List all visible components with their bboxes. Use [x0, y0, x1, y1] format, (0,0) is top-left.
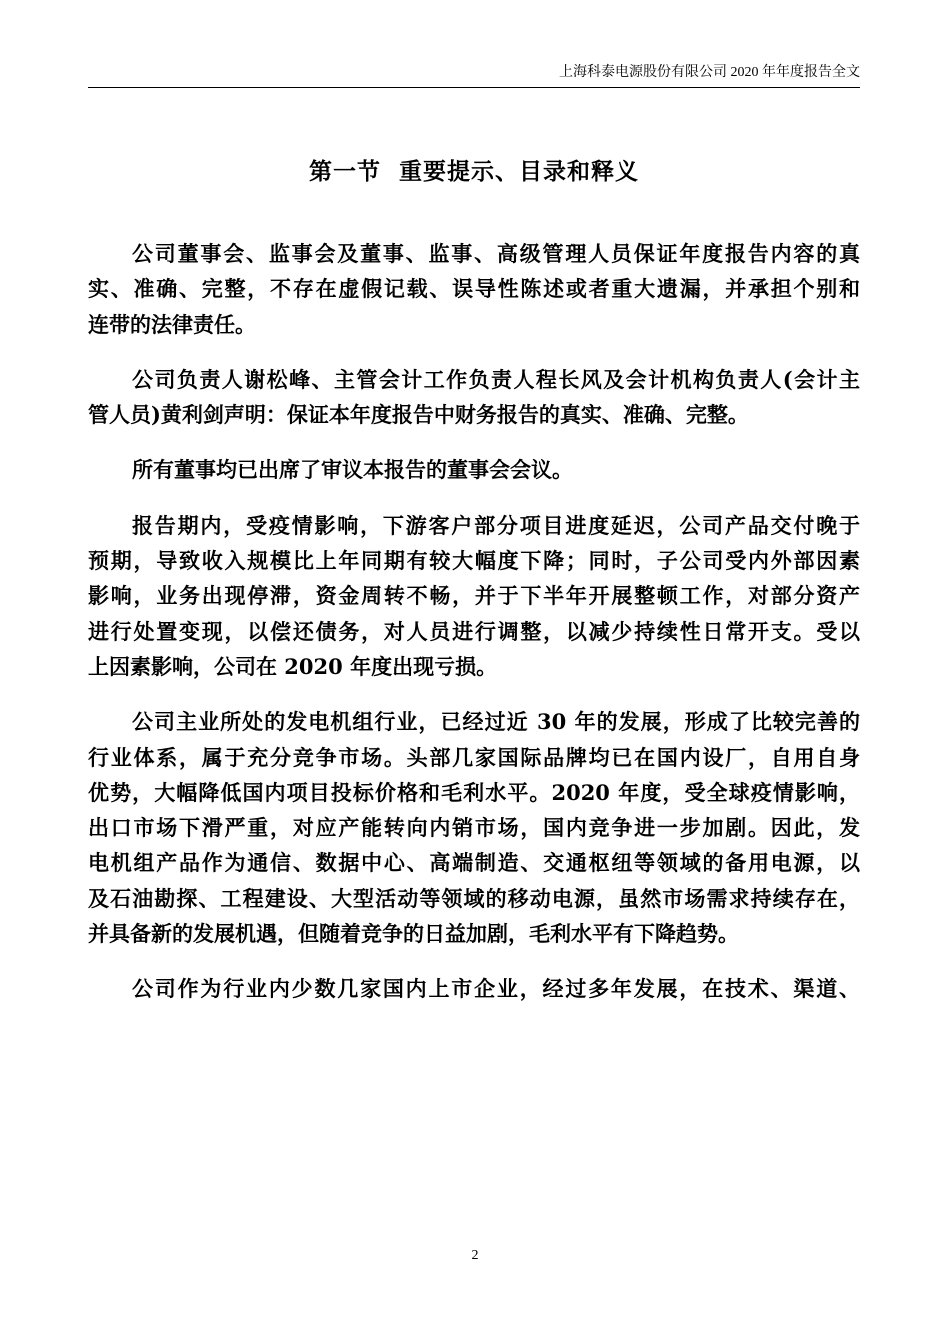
text-line: 预期，导致收入规模比上年同期有较大幅度下降；同时，子公司受内外部因素 [88, 548, 860, 574]
page-number: 2 [471, 1248, 479, 1263]
text-line: 出口市场下滑严重，对应产能转向内销市场，国内竞争进一步加剧。因此，发 [88, 815, 860, 841]
paragraph-responsible-persons [88, 362, 860, 433]
text-line: 进行处置变现，以偿还债务，对人员进行调整，以减少持续性日常开支。受以 [88, 618, 860, 644]
text-line: 连带的法律责任。 [88, 311, 256, 337]
text-line: 行业体系，属于充分竞争市场。头部几家国际品牌均已在国内设厂，自用自身 [88, 744, 860, 770]
paragraph-company-position [88, 971, 860, 1006]
section-title: 第一节 重要提示、目录和释义 [308, 158, 639, 185]
text-line: 实、准确、完整，不存在虚假记载、误导性陈述或者重大遗漏，并承担个别和 [88, 276, 860, 302]
text-line: 优势，大幅降低国内项目投标价格和毛利水平。2020 年度，受全球疫情影响， [88, 779, 860, 805]
text-line: 报告期内，受疫情影响，下游客户部分项目进度延迟，公司产品交付晚于 [132, 512, 860, 538]
text-line: 影响，业务出现停滞，资金周转不畅，并于下半年开展整顿工作，对部分资产 [88, 583, 860, 609]
paragraph-loss-explanation [88, 508, 860, 684]
text-line: 上因素影响，公司在 2020 年度出现亏损。 [88, 653, 498, 679]
text-line: 公司负责人谢松峰、主管会计工作负责人程长风及会计机构负责人(会计主 [132, 366, 860, 392]
paragraph-industry [88, 704, 860, 951]
body-text [88, 236, 860, 1027]
header-divider [88, 87, 860, 88]
running-header: 上海科泰电源股份有限公司 2020 年年度报告全文 [559, 65, 860, 80]
text-line: 公司主业所处的发电机组行业，已经过近 30 年的发展，形成了比较完善的 [132, 709, 860, 735]
text-line: 管人员)黄利剑声明：保证本年度报告中财务报告的真实、准确、完整。 [88, 402, 749, 428]
text-line: 所有董事均已出席了审议本报告的董事会会议。 [132, 457, 573, 483]
paragraph-board-attendance [88, 452, 860, 487]
text-line: 公司作为行业内少数几家国内上市企业，经过多年发展，在技术、渠道、 [132, 976, 860, 1002]
text-line: 电机组产品作为通信、数据中心、高端制造、交通枢纽等领域的备用电源，以 [88, 850, 860, 876]
paragraph-assurance [88, 236, 860, 342]
text-line: 并具备新的发展机遇，但随着竞争的日益加剧，毛利水平有下降趋势。 [88, 921, 739, 947]
text-line: 公司董事会、监事会及董事、监事、高级管理人员保证年度报告内容的真 [132, 241, 860, 266]
text-line: 及石油勘探、工程建设、大型活动等领域的移动电源，虽然市场需求持续存在， [88, 885, 860, 911]
